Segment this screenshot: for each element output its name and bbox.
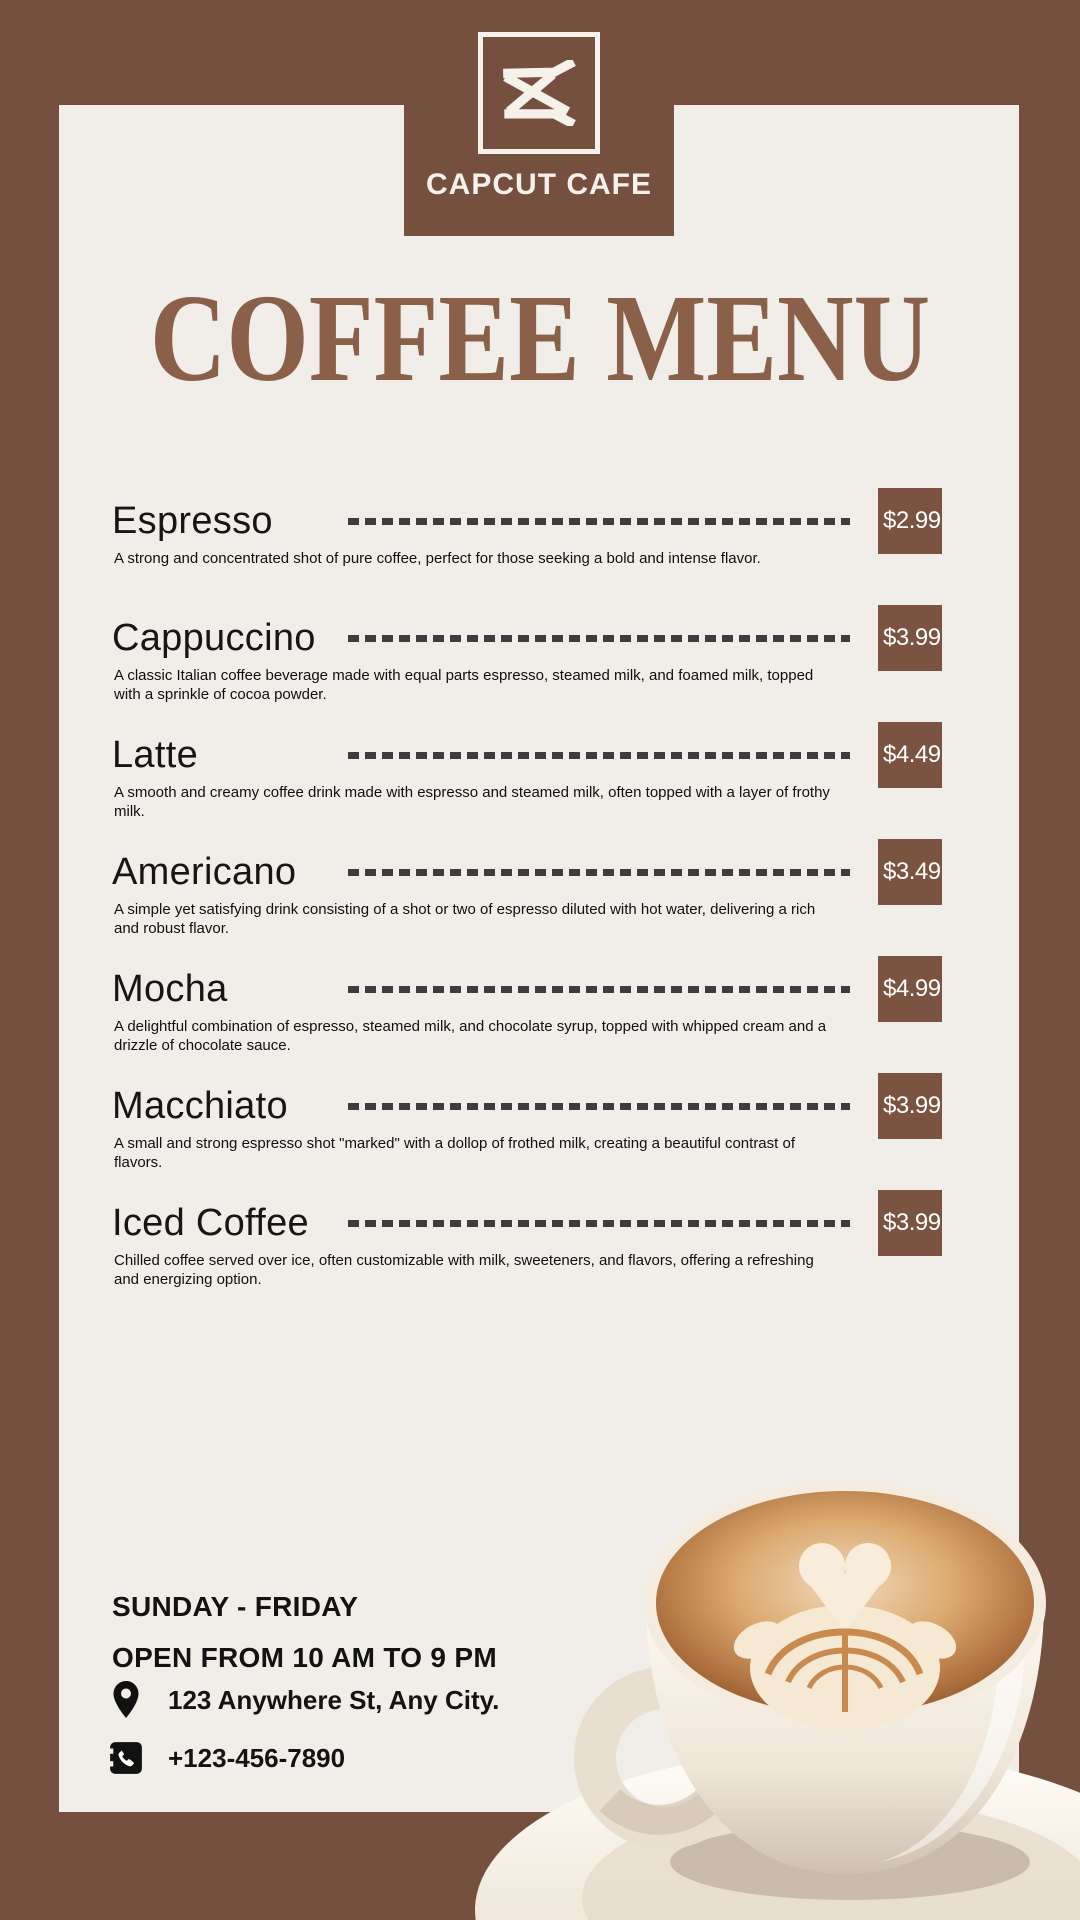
- menu-item-name: Cappuccino: [112, 616, 316, 659]
- dashed-leader-line: [348, 1220, 850, 1227]
- contact-address: 123 Anywhere St, Any City.: [168, 1684, 500, 1715]
- menu-item-description: A strong and concentrated shot of pure coffee, perfect for those seeking a bold and intense flavor.: [114, 550, 761, 567]
- menu-item-description: A classic Italian coffee beverage made with equal parts espresso, steamed milk, and foamed milk, topped with a sprinkle of cocoa powder.: [114, 667, 814, 703]
- opening-hours: OPEN FROM 10 AM TO 9 PM: [112, 1642, 497, 1673]
- menu-item-price-badge: $3.49: [878, 839, 942, 905]
- menu-item: [112, 1075, 942, 1192]
- contact-phone: +123-456-7890: [168, 1742, 346, 1773]
- menu-item-row: [112, 607, 942, 669]
- menu-item-name: Latte: [112, 733, 199, 776]
- menu-list: [112, 490, 942, 1309]
- menu-item-price-badge: $3.99: [878, 1190, 942, 1256]
- dashed-leader-line: [348, 986, 850, 993]
- menu-item-name: Mocha: [112, 967, 228, 1010]
- menu-item-row: [112, 490, 942, 552]
- menu-item-name: Iced Coffee: [112, 1201, 309, 1244]
- coffee-cup-photo: [460, 1460, 1080, 1920]
- menu-item-row: [112, 1192, 942, 1254]
- menu-item-name: Espresso: [112, 499, 273, 542]
- menu-item-price-badge: $4.99: [878, 956, 942, 1022]
- dashed-leader-line: [348, 635, 850, 642]
- page-title: COFFEE MENU: [149, 268, 931, 407]
- menu-item-row: [112, 841, 942, 903]
- menu-item-name: Americano: [112, 850, 297, 893]
- menu-item-row: [112, 724, 942, 786]
- menu-item: [112, 1192, 942, 1309]
- menu-item-price-badge: $2.99: [878, 488, 942, 554]
- capcut-logo-icon: [478, 32, 600, 154]
- menu-item: [112, 724, 942, 841]
- menu-item-name: Macchiato: [112, 1084, 288, 1127]
- opening-hours-block: [112, 1581, 497, 1683]
- phone-icon: [106, 1740, 146, 1776]
- brand-name: CAPCUT CAFE: [426, 168, 652, 201]
- menu-item: [112, 607, 942, 724]
- menu-item: [112, 841, 942, 958]
- dashed-leader-line: [348, 1103, 850, 1110]
- menu-item-price-badge: $4.49: [878, 722, 942, 788]
- dashed-leader-line: [348, 869, 850, 876]
- opening-days: SUNDAY - FRIDAY: [112, 1591, 359, 1622]
- menu-item-description: A delightful combination of espresso, steamed milk, and chocolate syrup, topped with whipped cream and a drizzle of chocolate sauce.: [114, 1018, 827, 1054]
- menu-item-price-badge: $3.99: [878, 605, 942, 671]
- menu-item-description: A small and strong espresso shot "marked" with a dollop of frothed milk, creating a beautiful contrast of flavors.: [114, 1135, 795, 1171]
- menu-item: [112, 490, 942, 607]
- menu-item: [112, 958, 942, 1075]
- location-pin-icon: [106, 1679, 146, 1721]
- menu-item-description: A smooth and creamy coffee drink made with espresso and steamed milk, often topped with a layer of frothy milk.: [114, 784, 830, 820]
- menu-item-price-badge: $3.99: [878, 1073, 942, 1139]
- menu-item-row: [112, 1075, 942, 1137]
- contact-row-address: [106, 1678, 499, 1722]
- contact-row-phone: [106, 1736, 499, 1780]
- menu-item-row: [112, 958, 942, 1020]
- contact-list: [106, 1678, 499, 1780]
- brand-banner: [404, 0, 674, 236]
- dashed-leader-line: [348, 752, 850, 759]
- menu-item-description: Chilled coffee served over ice, often customizable with milk, sweeteners, and flavors, offering a refreshing and energizing option.: [114, 1252, 814, 1288]
- menu-item-description: A simple yet satisfying drink consisting of a shot or two of espresso diluted with hot water, delivering a rich and robust flavor.: [114, 901, 816, 937]
- dashed-leader-line: [348, 518, 850, 525]
